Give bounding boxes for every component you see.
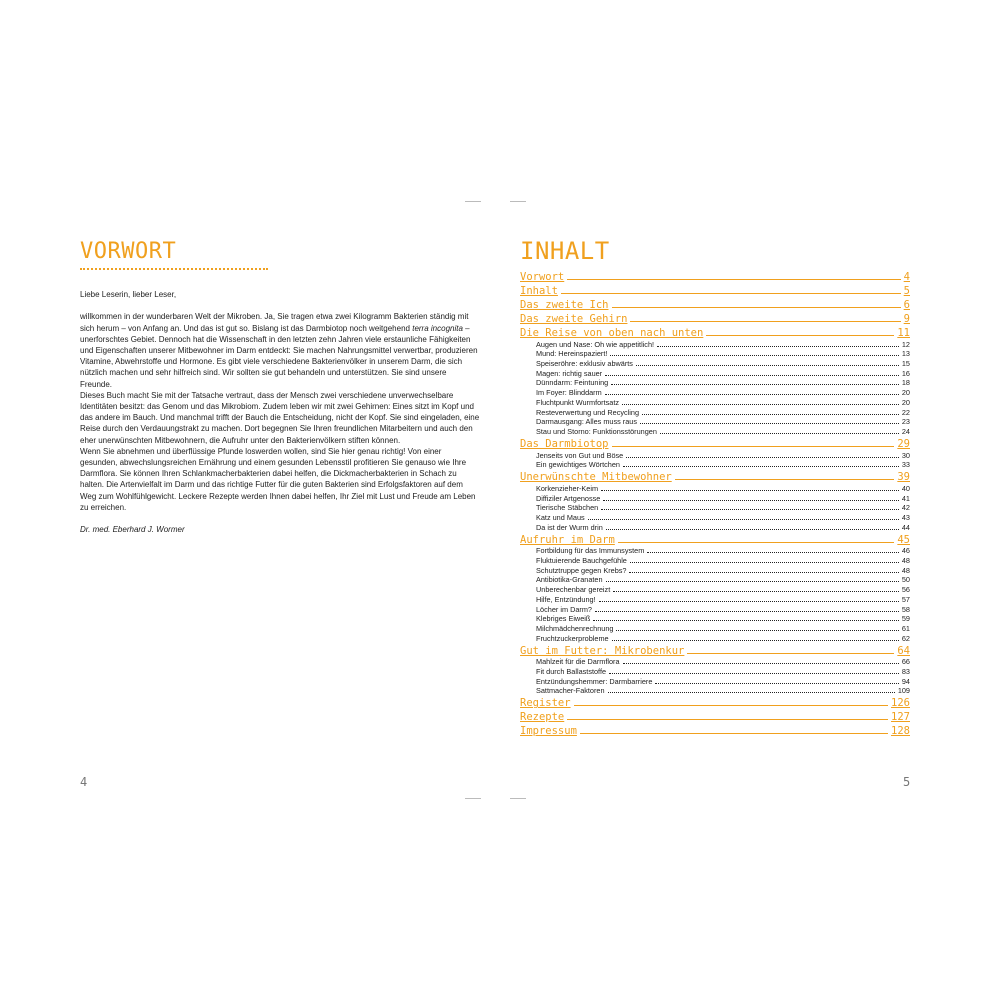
toc-leader-line <box>574 705 888 706</box>
toc-entry-label: Fluktuierende Bauchgefühle <box>536 556 627 566</box>
toc-leader-line <box>623 663 899 664</box>
toc-entry-label: Tierische Stäbchen <box>536 503 599 513</box>
toc-leader-line <box>611 384 899 385</box>
toc-entry-label: Unberechenbar gereizt <box>536 585 611 595</box>
paragraph-2: Dieses Buch macht Sie mit der Tatsache vertraut, dass der Mensch zwei verschiedene unverwechselbare Identitäten besitzt: das Genom und das Mikrobiom. Zudem leben wir mit zwei Gehirnen: Eines sitzt im Kopf und das andere im Bauch. Und manchmal trifft der Bauch die Entscheidung, nicht der Kopf. Sie sind eingeladen, eine Reise durch den Verdauungstrakt zu machen. Dort begegnen Sie Ihren freundlichen Mitarbeitern und auch den eher unerwünschten Mitbewohnern, die Aufruhr unter den Bakterienvölkern stiften können. <box>80 390 480 445</box>
toc-entry-page: 46 <box>901 546 910 556</box>
toc-entry-label: Fruchtzuckerprobleme <box>536 633 609 643</box>
toc-entry-page: 20 <box>901 397 910 407</box>
toc-chapter-entry[interactable] <box>520 325 910 339</box>
author-signature: Dr. med. Eberhard J. Wormer <box>80 525 185 535</box>
toc-entry-label: Ein gewichtiges Wörtchen <box>536 460 620 470</box>
toc-entry-label: Darmausgang: Alles muss raus <box>536 417 637 427</box>
toc-entry-page: 15 <box>901 359 910 369</box>
toc-entry-label: Mahlzeit für die Darmflora <box>536 657 620 667</box>
toc-leader-line <box>660 433 899 434</box>
toc-chapter-entry[interactable] <box>520 723 910 737</box>
toc-leader-line <box>630 321 900 322</box>
toc-entry-page: 24 <box>901 426 910 436</box>
toc-leader-line <box>612 446 895 447</box>
toc-entry-label: Aufruhr im Darm <box>520 533 615 546</box>
toc-entry-page: 5 <box>903 285 910 297</box>
toc-entry-label: Das Darmbiotop <box>520 437 609 450</box>
toc-section-entry[interactable] <box>520 460 910 470</box>
toc-leader-line <box>706 335 894 336</box>
toc-section-entry[interactable] <box>520 565 910 575</box>
toc-entry-label: Fortbildung für das Immunsystem <box>536 546 645 556</box>
toc-entry-page: 16 <box>901 368 910 378</box>
toc-entry-page: 43 <box>901 513 910 522</box>
toc-entry-label: Klebriges Eiweiß <box>536 614 591 624</box>
toc-entry-label: Vorwort <box>520 271 565 283</box>
toc-leader-line <box>687 653 894 654</box>
toc-section-entry[interactable] <box>520 676 910 686</box>
toc-entry-label: Das zweite Gehirn <box>520 313 628 325</box>
table-of-contents <box>520 269 910 737</box>
toc-chapter-entry[interactable] <box>520 695 910 709</box>
toc-section-entry[interactable] <box>520 594 910 604</box>
toc-leader-line <box>567 719 888 720</box>
toc-section-entry[interactable] <box>520 339 910 349</box>
toc-section-entry[interactable] <box>520 633 910 643</box>
toc-section-entry[interactable] <box>520 666 910 676</box>
toc-entry-page: 44 <box>901 522 910 532</box>
toc-leader-line <box>595 611 899 612</box>
italic-term: terra incognita <box>412 323 463 333</box>
toc-entry-page: 94 <box>901 676 910 686</box>
toc-leader-line <box>618 542 895 543</box>
toc-section-entry[interactable] <box>520 686 910 696</box>
toc-entry-label: Schutztruppe gegen Krebs? <box>536 565 627 575</box>
toc-leader-line <box>675 479 895 480</box>
toc-section-entry[interactable] <box>520 387 910 397</box>
paragraph-3: Wenn Sie abnehmen und überflüssige Pfunde loswerden wollen, sind Sie hier genau richtig! Von einer gesunden, abwechslungsreichen Ernährung und einem gesunden Lebensstil profitieren Sie genauso wie Ihre Darmflora. Sie können Ihren Schlankmacherbakterien dabei helfen, die Dickmacherbakterien in Schach zu halten. Die Artenvielfalt im Darm und das richtige Futter für die guten Bakterien sind Erfolgsfaktoren auf dem Weg zum Wohlfühlgewicht. Leckere Rezepte werden Ihnen dabei helfen, Ihr Ziel mit Lust und Freude am Leben zu erreichen. <box>80 446 476 512</box>
toc-section-entry[interactable] <box>520 604 910 614</box>
toc-section-entry[interactable] <box>520 575 910 585</box>
toc-entry-page: 18 <box>901 378 910 388</box>
toc-entry-page: 12 <box>901 339 910 349</box>
toc-entry-page: 23 <box>901 417 910 427</box>
toc-leader-line <box>629 572 898 573</box>
toc-entry-label: Rezepte <box>520 711 565 724</box>
toc-entry-label: Mund: Hereinspaziert! <box>536 349 608 359</box>
toc-leader-line <box>657 346 899 347</box>
toc-entry-page: 83 <box>901 666 910 676</box>
toc-leader-line <box>647 552 899 553</box>
toc-entry-page: 11 <box>897 327 910 339</box>
title-dotted-divider <box>80 268 268 270</box>
toc-entry-page: 127 <box>891 711 910 724</box>
toc-section-entry[interactable] <box>520 368 910 378</box>
toc-section-entry[interactable] <box>520 584 910 594</box>
toc-leader-line <box>601 490 899 491</box>
toc-section-entry[interactable] <box>520 397 910 407</box>
toc-entry-label: Stau und Storno: Funktionsstörungen <box>536 426 657 436</box>
toc-leader-line <box>603 500 899 501</box>
toc-entry-label: Register <box>520 697 571 710</box>
toc-entry-page: 6 <box>903 299 910 311</box>
toc-chapter-entry[interactable] <box>520 436 910 450</box>
toc-entry-label: Im Foyer: Blinddarm <box>536 388 602 398</box>
toc-entry-label: Entzündungshemmer: Darmbarriere <box>536 676 653 686</box>
toc-leader-line <box>593 620 899 621</box>
toc-leader-line <box>626 457 899 458</box>
toc-chapter-entry[interactable] <box>520 269 910 283</box>
toc-entry-label: Die Reise von oben nach unten <box>520 327 704 339</box>
toc-entry-page: 57 <box>901 594 910 604</box>
toc-chapter-entry[interactable] <box>520 311 910 325</box>
toc-entry-page: 33 <box>901 460 910 470</box>
toc-leader-line <box>599 601 899 602</box>
toc-entry-page: 42 <box>901 503 910 513</box>
blank-line <box>80 300 480 311</box>
toc-section-entry[interactable] <box>520 417 910 427</box>
toc-leader-line <box>561 293 901 294</box>
toc-entry-page: 59 <box>901 614 910 624</box>
toc-leader-line <box>640 423 899 424</box>
toc-leader-line <box>605 375 899 376</box>
toc-chapter-entry[interactable] <box>520 297 910 311</box>
page-number-right: 5 <box>903 775 911 789</box>
toc-entry-label: Speiseröhre: exklusiv abwärts <box>536 359 633 369</box>
toc-section-entry[interactable] <box>520 378 910 388</box>
toc-section-entry[interactable] <box>520 555 910 565</box>
toc-chapter-entry[interactable] <box>520 532 910 546</box>
toc-section-entry[interactable] <box>520 358 910 368</box>
toc-entry-label: Da ist der Wurm drin <box>536 522 603 532</box>
toc-leader-line <box>612 640 899 641</box>
toc-entry-page: 22 <box>901 407 910 417</box>
toc-entry-label: Impressum <box>520 725 577 738</box>
toc-entry-page: 66 <box>901 657 910 667</box>
toc-leader-line <box>612 307 901 308</box>
toc-section-entry[interactable] <box>520 483 910 493</box>
toc-entry-page: 30 <box>901 450 910 460</box>
page-title-vorwort: VORWORT <box>80 239 177 264</box>
toc-section-entry[interactable] <box>520 426 910 436</box>
paragraph-1-rest: – unerforschtes Gebiet. Dennoch hat die Wissenschaft in den letzten zehn Jahren viele erstaunliche Fähigkeiten und Eigenschaften unserer Mitbewohner im Darm entdeckt: Sie machen Nahrungsmittel verwertbar, produzieren Vitamine, Abwehrstoffe und Hormone. Es gibt viele verschiedene Bakterienvölker in unserem Darm, die sich nützlich machen und sehr hilfreich sind. Wir sollten sie gut behandeln und unterstützen. Sie sind unsere Freunde. <box>80 323 478 389</box>
page-number-left: 4 <box>80 775 88 789</box>
toc-leader-line <box>606 581 899 582</box>
toc-section-entry[interactable] <box>520 349 910 359</box>
toc-entry-page: 40 <box>901 483 910 493</box>
toc-leader-line <box>606 529 899 530</box>
toc-entry-page: 126 <box>891 697 910 710</box>
toc-entry-page: 64 <box>897 644 910 657</box>
toc-entry-page: 109 <box>897 686 910 696</box>
toc-entry-label: Sattmacher-Faktoren <box>536 686 605 696</box>
toc-leader-line <box>610 355 898 356</box>
vorwort-body <box>80 289 480 535</box>
toc-entry-label: Milchmädchenrechnung <box>536 623 614 633</box>
toc-entry-page: 9 <box>903 313 910 325</box>
toc-section-entry[interactable] <box>520 623 910 633</box>
toc-leader-line <box>616 630 898 631</box>
toc-entry-page: 45 <box>897 533 910 546</box>
toc-leader-line <box>601 509 899 510</box>
toc-leader-line <box>636 365 899 366</box>
toc-entry-page: 48 <box>901 565 910 575</box>
toc-entry-label: Das zweite Ich <box>520 299 609 311</box>
toc-leader-line <box>608 692 895 693</box>
toc-entry-page: 4 <box>903 271 910 283</box>
toc-entry-label: Korkenzieher-Keim <box>536 483 599 493</box>
toc-leader-line <box>613 591 899 592</box>
toc-section-entry[interactable] <box>520 546 910 556</box>
toc-entry-page: 62 <box>901 633 910 643</box>
toc-entry-label: Fluchtpunkt Wurmfortsatz <box>536 397 619 407</box>
page-title-inhalt: INHALT <box>520 237 610 265</box>
toc-leader-line <box>605 394 899 395</box>
toc-entry-label: Magen: richtig sauer <box>536 368 603 378</box>
toc-entry-label: Dünndarm: Feintuning <box>536 378 609 388</box>
toc-leader-line <box>567 279 900 280</box>
toc-entry-label: Löcher im Darm? <box>536 604 592 614</box>
toc-chapter-entry[interactable] <box>520 643 910 657</box>
paragraph-1-text: willkommen in der wunderbaren Welt der Mikroben. Ja, Sie tragen etwa zwei Kilogramm Bakterien ständig mit sich herum – von Anfang an. Und das ist gut so. Bislang ist das Darmbiotop noch weitgehend <box>80 312 469 333</box>
toc-entry-label: Unerwünschte Mitbewohner <box>520 471 672 484</box>
toc-leader-line <box>588 519 899 520</box>
toc-section-entry[interactable] <box>520 503 910 513</box>
toc-leader-line <box>630 562 899 563</box>
toc-leader-line <box>655 683 898 684</box>
toc-entry-label: Augen und Nase: Oh wie appetitlich! <box>536 339 655 349</box>
toc-entry-label: Jenseits von Gut und Böse <box>536 450 624 460</box>
toc-entry-page: 29 <box>897 437 910 450</box>
toc-entry-page: 56 <box>901 585 910 595</box>
toc-entry-page: 61 <box>901 623 910 633</box>
salutation: Liebe Leserin, lieber Leser, <box>80 290 177 299</box>
toc-entry-label: Resteverwertung und Recycling <box>536 407 640 417</box>
blank-line <box>80 513 480 524</box>
toc-section-entry[interactable] <box>520 522 910 532</box>
toc-chapter-entry[interactable] <box>520 709 910 723</box>
toc-entry-label: Fit durch Ballaststoffe <box>536 666 607 676</box>
toc-leader-line <box>609 673 899 674</box>
toc-entry-page: 39 <box>897 471 910 484</box>
toc-entry-label: Diffiziler Artgenosse <box>536 493 601 503</box>
toc-chapter-entry[interactable] <box>520 469 910 483</box>
toc-entry-label: Antibiotika-Granaten <box>536 575 603 585</box>
toc-chapter-entry[interactable] <box>520 283 910 297</box>
toc-entry-page: 13 <box>901 349 910 359</box>
toc-entry-page: 41 <box>901 493 910 503</box>
toc-entry-page: 48 <box>901 556 910 566</box>
toc-leader-line <box>642 414 899 415</box>
toc-leader-line <box>623 466 899 467</box>
toc-leader-line <box>580 733 888 734</box>
toc-entry-page: 58 <box>901 604 910 614</box>
toc-entry-label: Inhalt <box>520 285 558 297</box>
toc-section-entry[interactable] <box>520 512 910 522</box>
toc-entry-page: 50 <box>901 575 910 585</box>
toc-entry-label: Katz und Maus <box>536 513 585 522</box>
toc-section-entry[interactable] <box>520 614 910 624</box>
paragraph-1 <box>80 311 480 389</box>
toc-section-entry[interactable] <box>520 493 910 503</box>
toc-entry-page: 20 <box>901 388 910 398</box>
toc-section-entry[interactable] <box>520 657 910 667</box>
toc-entry-label: Gut im Futter: Mikrobenkur <box>520 644 685 657</box>
toc-leader-line <box>622 404 899 405</box>
toc-entry-label: Hilfe, Entzündung! <box>536 594 596 604</box>
toc-section-entry[interactable] <box>520 407 910 417</box>
toc-section-entry[interactable] <box>520 450 910 460</box>
toc-entry-page: 128 <box>891 725 910 738</box>
